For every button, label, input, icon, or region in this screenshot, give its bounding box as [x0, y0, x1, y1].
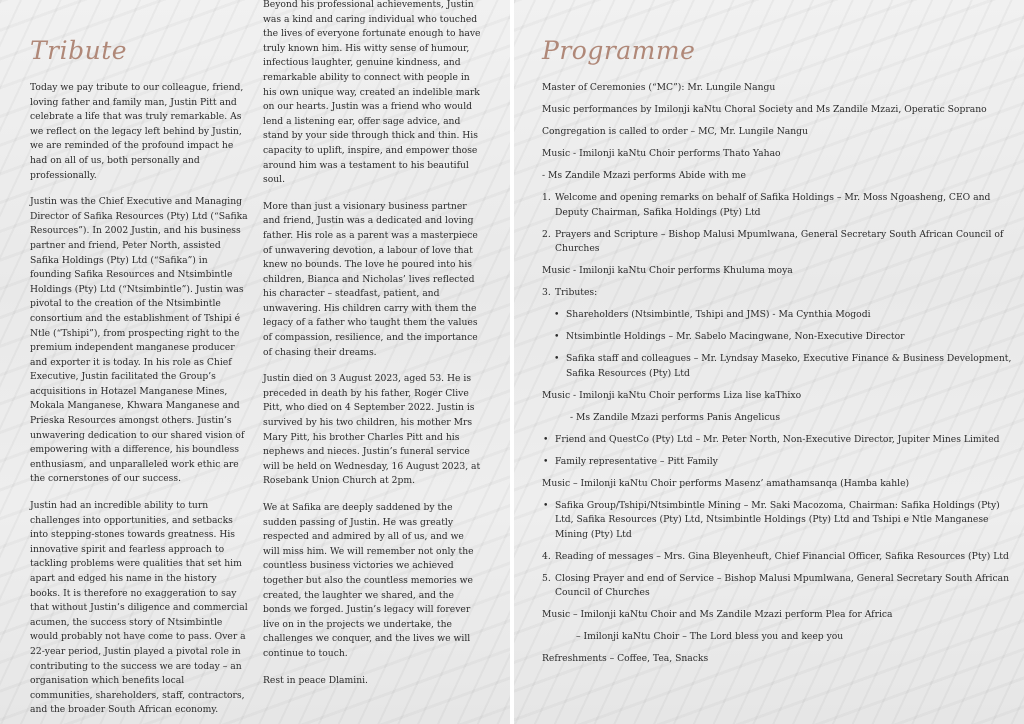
programme-item [542, 455, 1012, 470]
programme-item-text: Reading of messages – Mrs. Gina Bleyenheuft, Chief Financial Officer, Safika Resources (Pty) Ltd [555, 550, 1009, 562]
programme-item-text: Ntsimbintle Holdings – Mr. Sabelo Macingwane, Non-Executive Director [566, 331, 905, 343]
tribute-page [0, 0, 510, 724]
programme-item [542, 286, 1012, 301]
programme-item-text: Safika staff and colleagues – Mr. Lyndsay Maseko, Executive Finance & Business Development, Safika Resources (Pty) Ltd [566, 353, 1012, 379]
programme-item-text: Refreshments – Coffee, Tea, Snacks [542, 653, 709, 665]
programme-item [542, 652, 1012, 667]
programme-item-text: Closing Prayer and end of Service – Bishop Malusi Mpumlwana, General Secretary South African Council of Churches [555, 572, 1009, 599]
programme-list [542, 81, 1012, 674]
programme-item-number: 5. [542, 572, 551, 584]
tribute-paragraph: Justin died on 3 August 2023, aged 53. He is preceded in death by his father, Roger Clive Pitt, who died on 4 September 2022. Justin is survived by his two children, his mother Mrs Mary Pitt, his brother Charles Pitt and his nephews and nieces. Justin’s funeral service will be held on Wednesday, 16 August 2023, at Rosebank Union Church at 2pm. [263, 373, 481, 487]
programme-item [542, 352, 1012, 381]
programme-item-text: Music - Imilonji kaNtu Choir performs Thato Yahao [542, 147, 781, 159]
tribute-paragraph: Justin was the Chief Executive and Managing Director of Safika Resources (Pty) Ltd (“Safika Resources”). In 2002 Justin, and his business partner and friend, Peter North, assisted Safika Holdings (Pty) Ltd (“Safika”) in founding Safika Resources and Ntsimbintle Holdings (Pty) Ltd (“Ntsimbintle”). Justin was pivotal to the creation of the Ntsimbintle consortium and the establishment of Tshipi é Ntle (“Tshipi”), from prospecting right to the premium independent manganese producer and exporter it is today. In his role as Chief Executive, Justin facilitated the Group’s acquisitions in Hotazel Manganese Mines, Mokala Manganese, Khwara Manganese and Prieska Resources amongst others. Justin’s unwavering dedication to our shared vision of empowering with a difference, his boundless enthusiasm, and unparalleled work ethic are the cornerstones of our success. [30, 196, 248, 485]
tribute-paragraph: Beyond his professional achievements, Justin was a kind and caring individual who touched the lives of everyone fortunate enough to have truly known him. His witty sense of humour, infectious laughter, genuine kindness, and remarkable ability to connect with people in his own unique way, created an indelible mark on our hearts. Justin was a friend who would lend a listening ear, offer sage advice, and stand by your side through thick and thin. His capacity to uplift, inspire, and empower those around him was a testament to his beautiful soul. [263, 0, 481, 186]
programme-item-text: Music - Imilonji kaNtu Choir performs Liza lise kaThixo [542, 389, 802, 401]
programme-item-text: Prayers and Scripture – Bishop Malusi Mpumlwana, General Secretary South African Council of Churches [555, 228, 1004, 255]
programme-item [542, 147, 1012, 162]
programme-item-text: Tributes: [555, 287, 598, 299]
programme-item [542, 477, 1012, 492]
programme-item [542, 103, 1012, 118]
programme-item-text: Safika Group/Tshipi/Ntsimbintle Mining – Mr. Saki Macozoma, Chairman: Safika Holdings (Pty) Ltd, Safika Resources (Pty) Ltd, Ntsimbintle Holdings (Pty) Ltd and Tshipi e Ntle Manganese Mining (Pty) Ltd [555, 499, 1000, 540]
programme-item-number: 1. [542, 191, 551, 203]
programme-item-text: Music - Imilonji kaNtu Choir performs Khuluma moya [542, 265, 793, 277]
programme-item-text: Welcome and opening remarks on behalf of Safika Holdings – Mr. Moss Ngoasheng, CEO and Deputy Chairman, Safika Holdings (Pty) Ltd [555, 191, 991, 218]
programme-item-number: 3. [542, 287, 551, 299]
programme-page [514, 0, 1024, 724]
programme-item [542, 499, 1012, 543]
programme-item-number: 2. [542, 228, 551, 240]
programme-item-text: Music – Imilonji kaNtu Choir and Ms Zandile Mzazi perform Plea for Africa [542, 609, 893, 621]
programme-item [542, 630, 1012, 645]
tribute-column-1 [30, 81, 248, 724]
tribute-paragraph: Today we pay tribute to our colleague, friend, loving father and family man, Justin Pitt and celebrate a life that was truly remarkable. As we reflect on the legacy left behind by Justin, we are reminded of the profound impact he had on all of us, both personally and professionally. [30, 82, 244, 181]
programme-item-text: Congregation is called to order – MC, Mr. Lungile Nangu [542, 125, 808, 137]
tribute-paragraph: More than just a visionary business partner and friend, Justin was a dedicated and loving father. His role as a parent was a masterpiece of unwavering devotion, a labour of love that knew no bounds. The love he poured into his children, Bianca and Nicholas’ lives reflected his character – steadfast, patient, and unwavering. His children carry with them the legacy of a father who taught them the values of compassion, resilience, and the importance of chasing their dreams. [263, 200, 478, 358]
programme-item-text: – Imilonji kaNtu Choir – The Lord bless you and keep you [576, 631, 844, 643]
programme-item [542, 228, 1012, 257]
programme-item-text: Shareholders (Ntsimbintle, Tshipi and JMS) - Ma Cynthia Mogodi [566, 309, 871, 321]
programme-item [542, 608, 1012, 623]
programme-item [542, 572, 1012, 601]
programme-item [542, 330, 1012, 345]
programme-item-number: 4. [542, 550, 551, 562]
tribute-closing: Rest in peace Dlamini. [263, 674, 368, 686]
tribute-paragraph: We at Safika are deeply saddened by the sudden passing of Justin. He was greatly respected and admired by all of us, and we will miss him. We will remember not only the countless business victories we achieved together but also the countless memories we created, the laughter we shared, and the bonds we forged. Justin’s legacy will forever live on in the projects we undertake, the challenges we conquer, and the lives we will continue to touch. [263, 502, 474, 659]
tribute-column-2 [263, 0, 481, 700]
programme-item-text: Family representative – Pitt Family [555, 455, 718, 467]
programme-item-text: Master of Ceremonies (“MC”): Mr. Lungile Nangu [542, 82, 776, 93]
programme-item [542, 389, 1012, 404]
programme-item [542, 411, 1012, 426]
programme-item-text: - Ms Zandile Mzazi performs Abide with me [542, 169, 746, 181]
programme-item [542, 125, 1012, 140]
programme-item [542, 264, 1012, 279]
tribute-paragraph: Justin had an incredible ability to turn challenges into opportunities, and setbacks into stepping-stones towards greatness. His innovative spirit and fearless approach to tackling problems were qualities that set him apart and edged his name in the history books. It is therefore no exaggeration to say that without Justin’s diligence and commercial acumen, the success story of Ntsimbintle would probably not have come to pass. Over a 22-year period, Justin played a pivotal role in contributing to the success we are today – an organisation which benefits local communities, shareholders, staff, contractors, and the broader South African economy. [30, 500, 248, 716]
programme-item [542, 81, 1012, 96]
programme-item-text: - Ms Zandile Mzazi performs Panis Angelicus [570, 411, 781, 423]
tribute-heading: Tribute [30, 36, 128, 65]
programme-item-text: Friend and QuestCo (Pty) Ltd – Mr. Peter North, Non-Executive Director, Jupiter Mines Limited [555, 433, 1000, 445]
programme-item [542, 191, 1012, 220]
programme-item [542, 308, 1012, 323]
programme-item [542, 433, 1012, 448]
programme-item-text: Music performances by Imilonji kaNtu Choral Society and Ms Zandile Mzazi, Operatic Soprano [542, 103, 987, 115]
programme-item [542, 550, 1012, 565]
programme-heading: Programme [542, 36, 696, 65]
programme-item [542, 169, 1012, 184]
programme-item-text: Music – Imilonji kaNtu Choir performs Masenz’ amathamsanqa (Hamba kahle) [542, 477, 910, 489]
